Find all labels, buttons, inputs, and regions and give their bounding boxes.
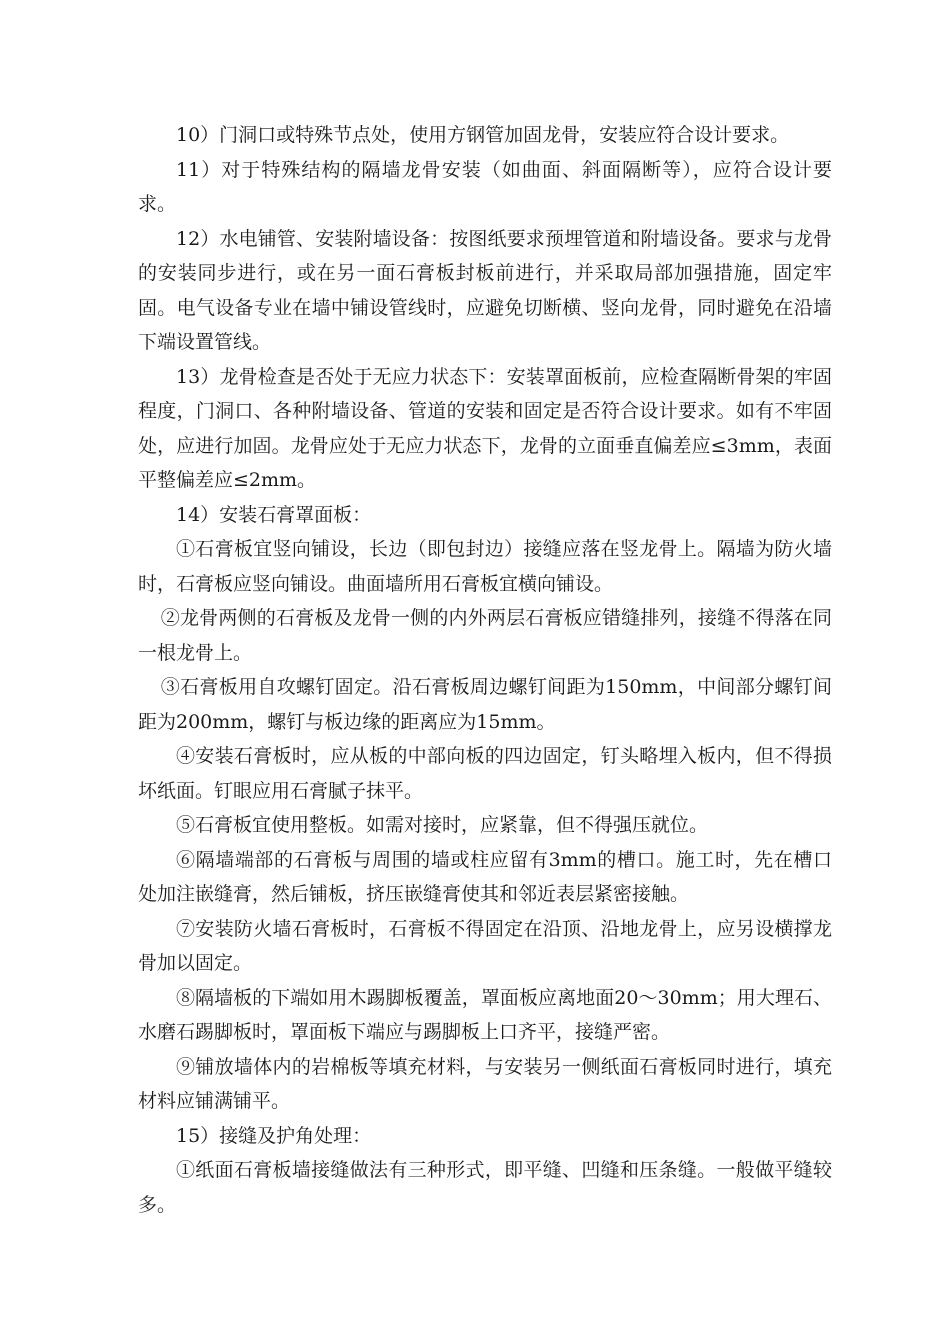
paragraph-10: 10）门洞口或特殊节点处，使用方钢管加固龙骨，安装应符合设计要求。: [176, 124, 790, 146]
paragraph-14-item-6: ⑥隔墙端部的石膏板与周围的墙或柱应留有3mm的槽口。施工时，先在槽口处加注嵌缝膏，然后铺板，挤压嵌缝膏使其和邻近表层紧密接触。: [138, 848, 832, 905]
paragraph-15-item-1: ①纸面石膏板墙接缝做法有三种形式，即平缝、凹缝和压条缝。一般做平缝较多。: [138, 1159, 832, 1216]
paragraph-14-item-4: ④安装石膏板时，应从板的中部向板的四边固定，钉头略埋入板内，但不得损坏纸面。钉眼应用石膏腻子抹平。: [138, 745, 832, 802]
paragraph-12: 12）水电铺管、安装附墙设备：按图纸要求预埋管道和附墙设备。要求与龙骨的安装同步进行，或在另一面石膏板封板前进行，并采取局部加强措施，固定牢固。电气设备专业在墙中铺设管线时，应避免切断横、竖向龙骨，同时避免在沿墙下端设置管线。: [138, 227, 832, 353]
paragraph-14-item-2: ②龙骨两侧的石膏板及龙骨一侧的内外两层石膏板应错缝排列，接缝不得落在同一根龙骨上。: [138, 607, 832, 664]
paragraph-11: 11）对于特殊结构的隔墙龙骨安装（如曲面、斜面隔断等），应符合设计要求。: [138, 158, 832, 215]
paragraph-14-item-1: ①石膏板宜竖向铺设，长边（即包封边）接缝应落在竖龙骨上。隔墙为防火墙时，石膏板应竖向铺设。曲面墙所用石膏板宜横向铺设。: [138, 538, 832, 595]
document-body: [138, 118, 832, 1222]
paragraph-14-item-3: ③石膏板用自攻螺钉固定。沿石膏板周边螺钉间距为150mm，中间部分螺钉间距为200mm，螺钉与板边缘的距离应为15mm。: [138, 676, 832, 733]
paragraph-15-heading: 15）接缝及护角处理：: [176, 1124, 372, 1147]
paragraph-13: 13）龙骨检查是否处于无应力状态下：安装罩面板前，应检查隔断骨架的牢固程度，门洞口、各种附墙设备、管道的安装和固定是否符合设计要求。如有不牢固处，应进行加固。龙骨应处于无应力状态下，龙骨的立面垂直偏差应≤3mm，表面平整偏差应≤2mm。: [138, 365, 832, 491]
paragraph-14-item-8: ⑧隔墙板的下端如用木踢脚板覆盖，罩面板应离地面20～30mm；用大理石、水磨石踢脚板时，罩面板下端应与踢脚板上口齐平，接缝严密。: [138, 986, 832, 1043]
paragraph-14-item-9: ⑨铺放墙体内的岩棉板等填充材料，与安装另一侧纸面石膏板同时进行，填充材料应铺满铺平。: [138, 1055, 832, 1112]
paragraph-14-heading: 14）安装石膏罩面板：: [176, 503, 372, 526]
paragraph-14-item-5: ⑤石膏板宜使用整板。如需对接时，应紧靠，但不得强压就位。: [176, 814, 709, 836]
paragraph-14-item-7: ⑦安装防火墙石膏板时，石膏板不得固定在沿顶、沿地龙骨上，应另设横撑龙骨加以固定。: [138, 917, 832, 974]
